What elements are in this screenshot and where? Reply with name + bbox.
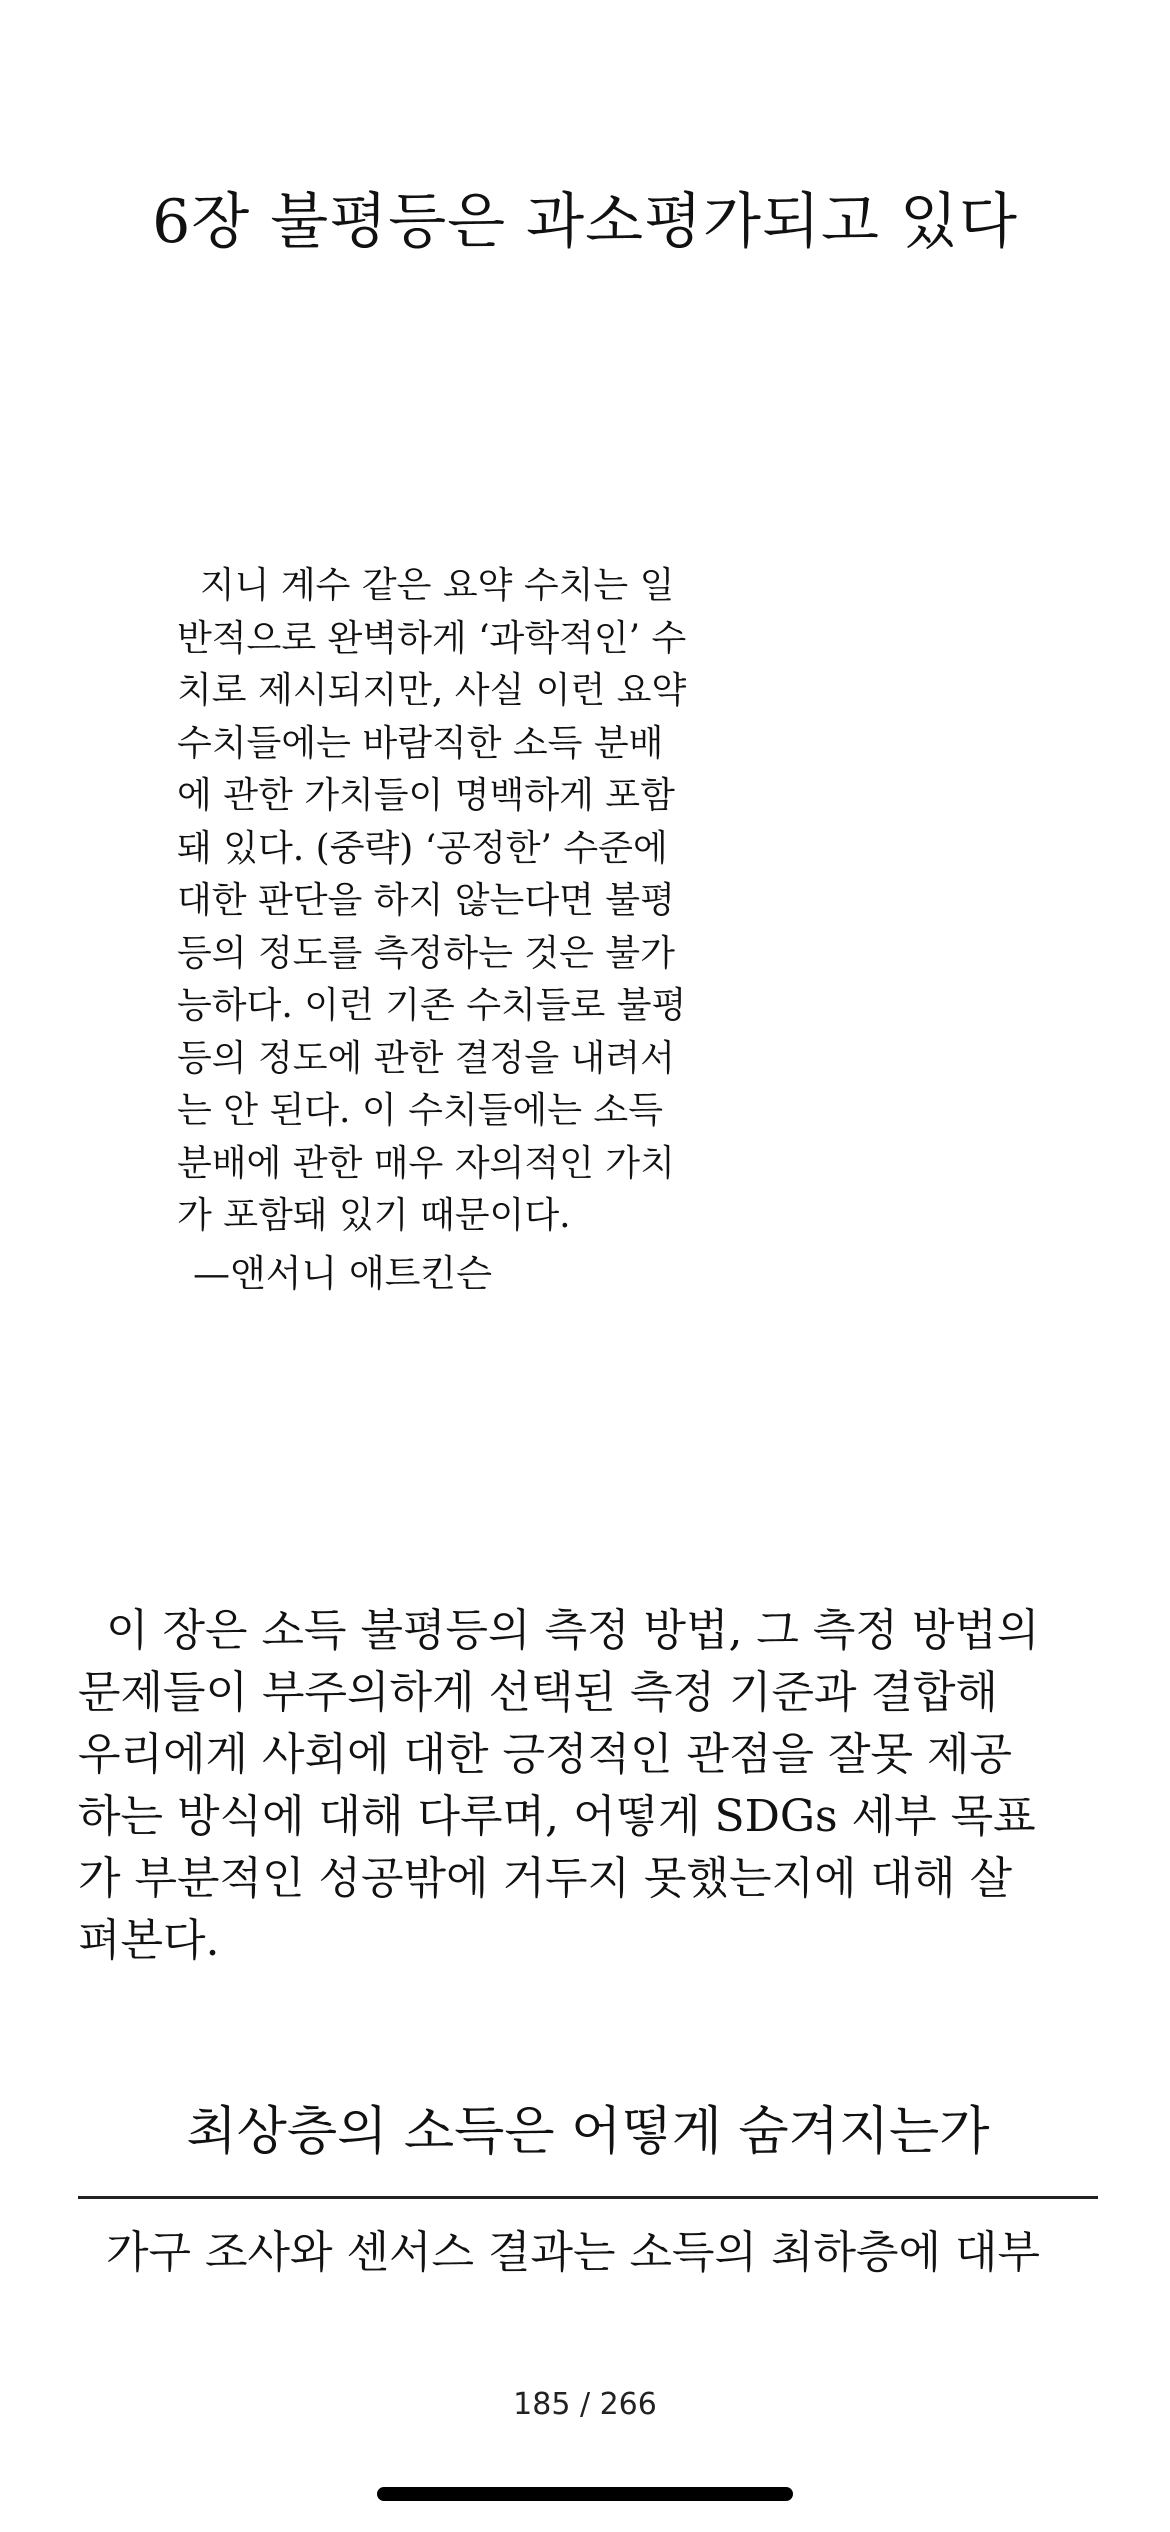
epigraph-line: 에 관한 가치들이 명백하게 포함 [177, 775, 675, 816]
section-heading: 최상층의 소득은 어떻게 숨겨지는가 [186, 2102, 990, 2162]
body-line: 문제들이 부주의하게 선택된 측정 기준과 결합해 [78, 1667, 999, 1718]
epigraph-line: 지니 계수 같은 요약 수치는 일 [177, 565, 675, 606]
epigraph-line: 돼 있다. (중략) ‘공정한’ 수준에 [177, 827, 668, 869]
epigraph-line: 는 안 된다. 이 수치들에는 소득 [177, 1090, 663, 1131]
section-first-line: 가구 조사와 센서스 결과는 소득의 최하층에 대부 [78, 2227, 1040, 2278]
body-paragraph [78, 1600, 1098, 1972]
epigraph-line: 능하다. 이런 기존 수치들로 불평 [177, 985, 687, 1026]
epigraph-line: 가 포함돼 있기 때문이다. [177, 1195, 571, 1236]
chapter-title: 6장 불평등은 과소평가되고 있다 [152, 187, 1018, 257]
epigraph-line: 분배에 관한 매우 자의적인 가치 [177, 1142, 675, 1184]
epigraph-line: 반적으로 완벽하게 ‘과학적인’ 수 [177, 617, 687, 659]
body-line: 하는 방식에 대해 다루며, 어떻게 SDGs 세부 목표 [78, 1791, 1036, 1842]
section-divider [78, 2196, 1098, 2199]
epigraph-line: 치로 제시되지만, 사실 이런 요약 [177, 670, 687, 711]
page-indicator[interactable]: 185 / 266 [513, 2387, 657, 2422]
epigraph-line: 대한 판단을 하지 않는다면 불평 [177, 880, 675, 921]
epigraph-line: 수치들에는 바람직한 소득 분배 [177, 722, 664, 764]
epigraph-line: 등의 정도를 측정하는 것은 불가 [177, 932, 675, 974]
epigraph-quote [177, 560, 717, 1243]
epigraph-line: 등의 정도에 관한 결정을 내려서 [177, 1037, 675, 1079]
body-line: 우리에게 사회에 대한 긍정적인 관점을 잘못 제공 [78, 1729, 1012, 1780]
body-line: 가 부분적인 성공밖에 거두지 못했는지에 대해 살 [78, 1853, 1012, 1904]
home-indicator[interactable] [377, 2487, 793, 2501]
body-line: 이 장은 소득 불평등의 측정 방법, 그 측정 방법의 [78, 1605, 1040, 1656]
body-line: 펴본다. [78, 1915, 220, 1966]
epigraph-attribution: —앤서니 애트킨슨 [193, 1252, 492, 1295]
